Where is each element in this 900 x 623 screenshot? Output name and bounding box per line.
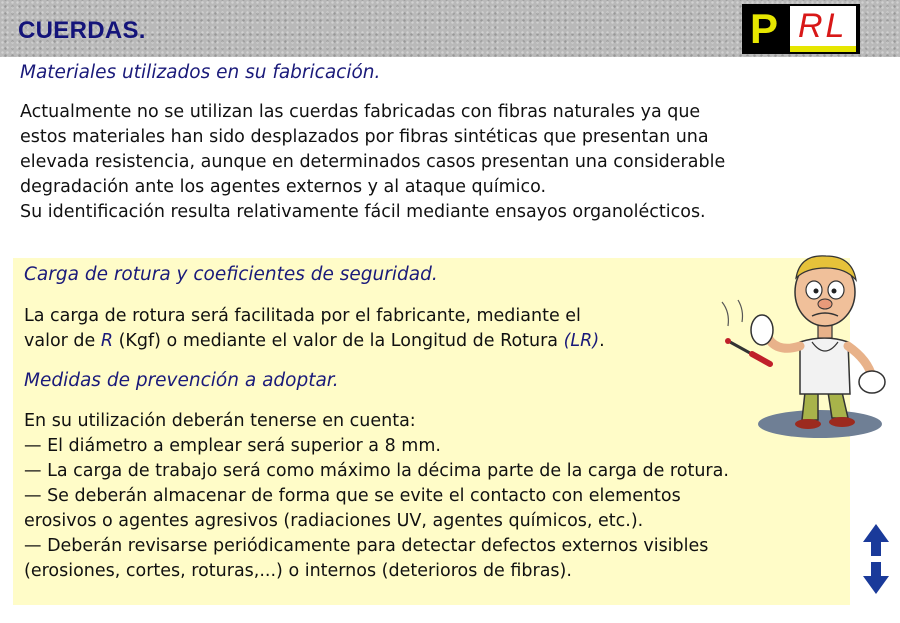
section-body-medidas-prevencion [24, 409, 729, 584]
body-line: elevada resistencia, aunque en determinados casos presentan una considerable [20, 152, 726, 172]
logo-letters-rl: RL [798, 7, 848, 45]
body-line: — El diámetro a emplear será superior a 8 mm. [24, 436, 441, 456]
text-period: . [599, 331, 605, 351]
section-heading-medidas-prevencion: Medidas de prevención a adoptar. [24, 370, 339, 391]
text-valor-de: valor de [24, 331, 101, 351]
body-line-valor [24, 329, 605, 354]
page-title: CUERDAS. [18, 17, 146, 44]
body-line: — La carga de trabajo será como máximo la décima parte de la carga de rotura. [24, 461, 729, 481]
section-heading-carga-rotura: Carga de rotura y coeficientes de seguridad. [24, 264, 438, 285]
body-line: estos materiales han sido desplazados por fibras sintéticas que presentan una [20, 127, 709, 147]
section-body-materiales [20, 100, 725, 225]
body-line: Su identificación resulta relativamente fácil mediante ensayos organolécticos. [20, 202, 706, 222]
logo-underline [790, 46, 856, 52]
logo-letter-p: P [750, 5, 779, 52]
body-line: (erosiones, cortes, roturas,...) o internos (deterioros de fibras). [24, 561, 572, 581]
header-bar [0, 0, 900, 57]
body-line: — Se deberán almacenar de forma que se evite el contacto con elementos [24, 486, 681, 506]
body-line: degradación ante los agentes externos y al ataque químico. [20, 177, 547, 197]
section-heading-materiales: Materiales utilizados en su fabricación. [20, 62, 381, 83]
body-line: — Deberán revisarse periódicamente para detectar defectos externos visibles [24, 536, 709, 556]
arrow-down-icon[interactable] [861, 560, 891, 596]
body-line: erosivos o agentes agresivos (radiaciones UV, agentes químicos, etc.). [24, 511, 644, 531]
text-kgf: (Kgf) o mediante el valor de la Longitud de Rotura [113, 331, 564, 351]
worker-cartoon-illustration [700, 242, 900, 442]
body-line: En su utilización deberán tenerse en cuenta: [24, 411, 416, 431]
symbol-r: R [100, 331, 114, 351]
arrow-up-icon[interactable] [861, 522, 891, 558]
body-line: La carga de rotura será facilitada por el fabricante, mediante el [24, 306, 581, 326]
symbol-lr: (LR) [563, 331, 600, 351]
body-line: Actualmente no se utilizan las cuerdas fabricadas con fibras naturales ya que [20, 102, 701, 122]
prl-logo [742, 4, 860, 54]
section-body-carga-rotura [24, 304, 605, 354]
